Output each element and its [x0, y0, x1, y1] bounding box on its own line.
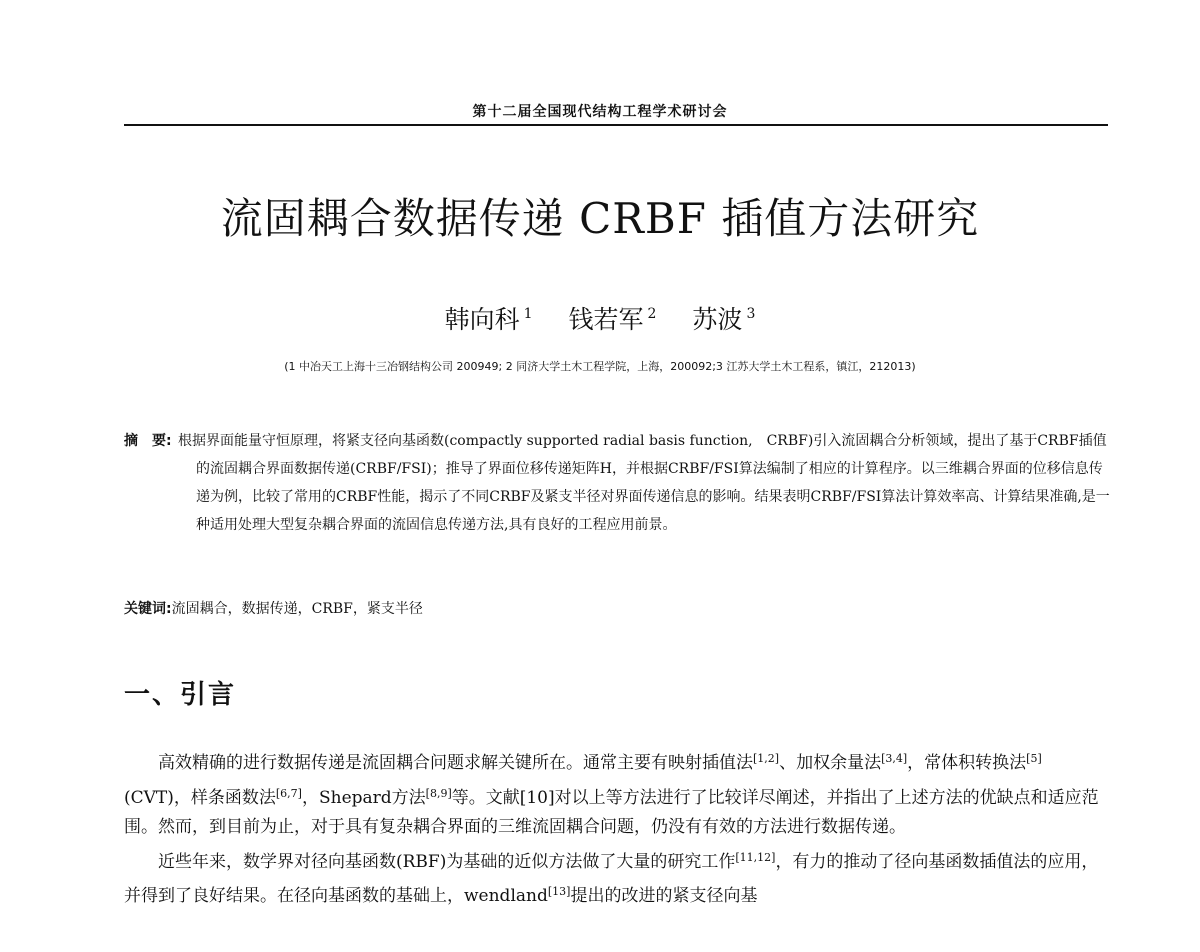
header-rule — [124, 124, 1108, 126]
keywords-label: 关键词: — [124, 601, 172, 617]
citation: [8,9] — [425, 786, 452, 800]
running-header: 第十二届全国现代结构工程学术研讨会 — [472, 104, 728, 120]
text-run: ，Shepard方法 — [301, 787, 426, 808]
author-affil-mark: 2 — [647, 306, 657, 322]
text-run: 等。文献[10]对以上等方法进行了比较详尽阐述，并指出了上述方法的优缺点和适应范围。然而，到目前为止，对于具有复杂耦合界面的三维流固耦合问题，仍没有有效的方法进行数据传递。 — [124, 787, 1099, 837]
paragraph-2 — [124, 843, 1108, 912]
text-run: 、加权余量法 — [779, 753, 882, 773]
text-run: 近些年来，数学界对径向基函数(RBF)为基础的近似方法做了大量的研究工作 — [158, 851, 736, 872]
text-run: ，常体积转换法 — [907, 753, 1027, 773]
section-heading-introduction: 一、引言 — [124, 680, 237, 710]
text-run: 高效精确的进行数据传递是流固耦合问题求解关键所在。通常主要有映射插值法 — [158, 753, 753, 773]
author-1 — [445, 305, 533, 334]
abstract-label: 摘 要: — [124, 433, 172, 449]
paper-title: 流固耦合数据传递 CRBF 插值方法研究 — [220, 194, 980, 243]
author-3 — [692, 305, 755, 334]
citation: [1,2] — [753, 752, 780, 765]
author-2 — [569, 305, 657, 334]
author-list — [0, 300, 1200, 336]
paragraph-1 — [124, 744, 1108, 843]
abstract — [124, 427, 1114, 539]
citation: [5] — [1026, 752, 1042, 765]
text-run: ，有力的推动了径向基函数插值法的应用，并得到了良好结果。在径向基函数的基础上，wendland — [124, 851, 1099, 906]
author-affil-mark: 3 — [746, 306, 756, 322]
citation: [3,4] — [881, 752, 908, 765]
author-name: 苏波 — [692, 305, 743, 334]
citation: [11,12] — [735, 850, 776, 864]
author-name: 钱若军 — [568, 305, 644, 334]
author-affil-mark: 1 — [523, 306, 533, 322]
citation: [13] — [547, 885, 571, 898]
abstract-text: 根据界面能量守恒原理，将紧支径向基函数(compactly supported radial basis function, CRBF)引入流固耦合分析领域，提出了基于CRBF插值的流固耦合界面数据传递(CRBF/FSI)；推导了界面位移传递矩阵H，并根据CRBF/FSI算法编制了相应的计算程序。以三维耦合界面的位移信息传递为例，比较了常用的CRBF性能，揭示了不同CRBF及紧支半径对界面传递信息的影响。结果表明CRBF/FSI算法计算效率高、计算结果准确,是一种适用处理大型复杂耦合界面的流固信息传递方法,具有良好的工程应用前景。 — [178, 433, 1110, 533]
keywords — [124, 597, 1114, 621]
author-name: 韩向科 — [444, 305, 520, 334]
body-text — [124, 744, 1108, 912]
citation: [6,7] — [275, 786, 302, 800]
keywords-text: 流固耦合，数据传递，CRBF，紧支半径 — [171, 601, 423, 617]
text-run: (CVT)，样条函数法 — [124, 787, 276, 808]
text-run: 提出的改进的紧支径向基 — [570, 886, 758, 906]
affiliations: (1 中冶天工上海十三冶钢结构公司 200949; 2 同济大学土木工程学院，上海，200092;3 江苏大学土木工程系，镇江，212013) — [284, 360, 916, 373]
